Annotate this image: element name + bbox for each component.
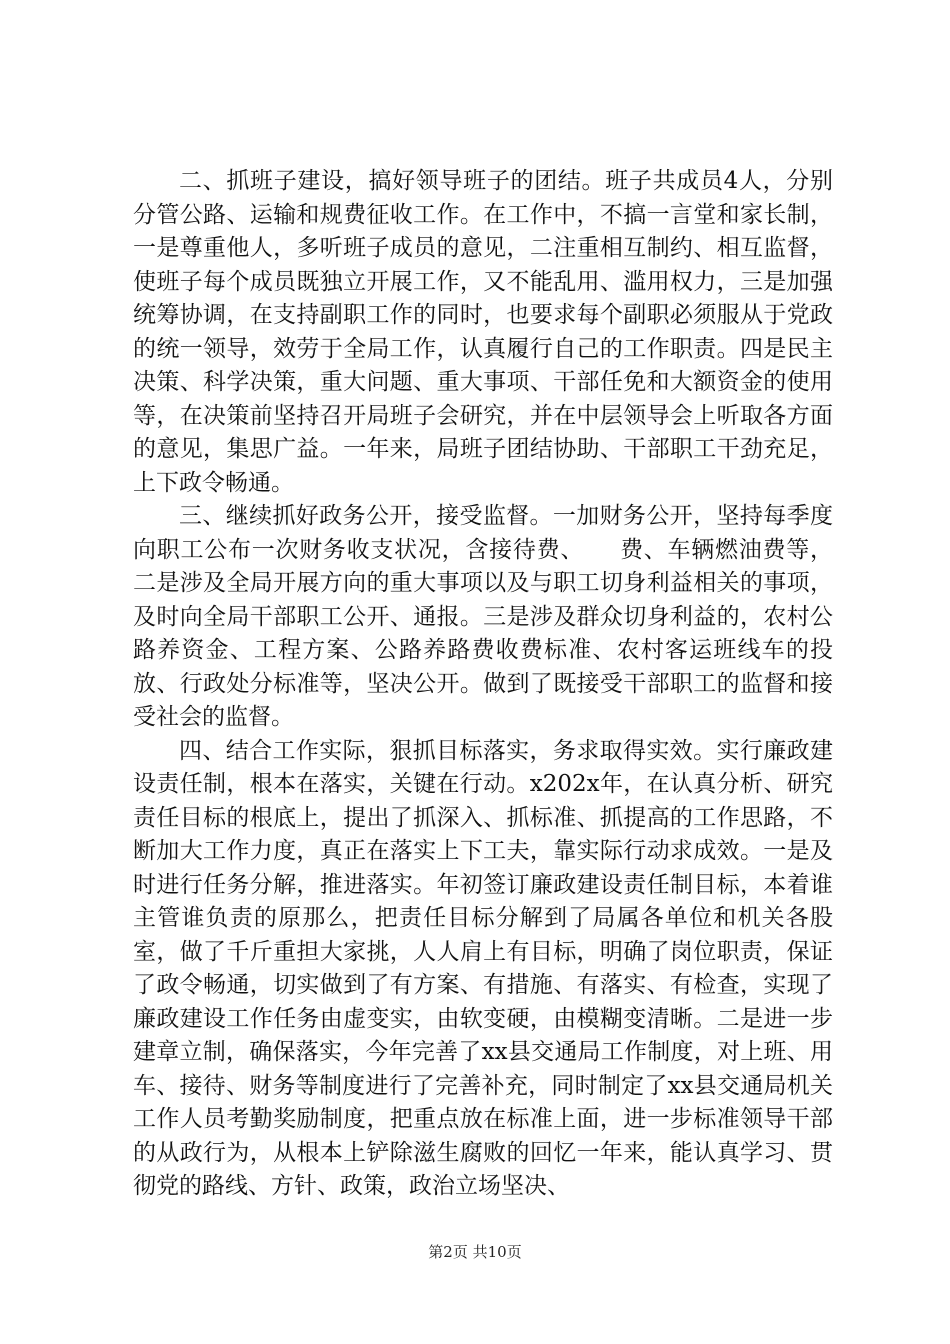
document-body	[133, 165, 833, 1204]
page-footer	[0, 1242, 950, 1262]
page-number-indicator: 第2页 共10页	[428, 1243, 522, 1261]
paragraph-team-building: 二、抓班子建设，搞好领导班子的团结。班子共成员4人，分别分管公路、运输和规费征收工作。在工作中，不搞一言堂和家长制，一是尊重他人，多听班子成员的意见，二注重相互制约、相互监督，使班子每个成员既独立开展工作，又不能乱用、滥用权力，三是加强统筹协调，在支持副职工作的同时，也要求每个副职必须服从于党政的统一领导，效劳于全局工作，认真履行自己的工作职责。四是民主决策、科学决策，重大问题、重大事项、干部任免和大额资金的使用等，在决策前坚持召开局班子会研究，并在中层领导会上听取各方面的意见，集思广益。一年来，局班子团结协助、干部职工干劲充足，上下政令畅通。	[133, 168, 833, 496]
paragraph-target-implementation: 四、结合工作实际，狠抓目标落实，务求取得实效。实行廉政建设责任制，根本在落实，关键在行动。x202x年，在认真分析、研究责任目标的根底上，提出了抓深入、抓标准、抓提高的工作思路，不断加大工作力度，真正在落实上下工夫，靠实际行动求成效。一是及时进行任务分解，推进落实。年初签订廉政建设责任制目标，本着谁主管谁负责的原那么，把责任目标分解到了局属各单位和机关各股室，做了千斤重担大家挑，人人肩上有目标，明确了岗位职责，保证了政令畅通，切实做到了有方案、有措施、有落实、有检查，实现了廉政建设工作任务由虚变实，由软变硬，由模糊变清晰。二是进一步建章立制，确保落实，今年完善了xx县交通局工作制度，对上班、用车、接待、财务等制度进行了完善补充，同时制定了xx县交通局机关工作人员考勤奖励制度，把重点放在标准上面，进一步标准领导干部的从政行为，从根本上铲除滋生腐败的回忆一年来，能认真学习、贯彻党的路线、方针、政策，政治立场坚决、	[133, 737, 833, 1199]
paragraph-government-affairs-disclosure: 三、继续抓好政务公开，接受监督。一加财务公开，坚持每季度向职工公布一次财务收支状况，含接待费、 费、车辆燃油费等，二是涉及全局开展方向的重大事项以及与职工切身利益相关的事项，及时向全局干部职工公开、通报。三是涉及群众切身利益的，农村公路养资金、工程方案、公路养路费收费标准、农村客运班线车的投放、行政处分标准等，坚决公开。做到了既接受干部职工的监督和接受社会的监督。	[133, 503, 833, 730]
